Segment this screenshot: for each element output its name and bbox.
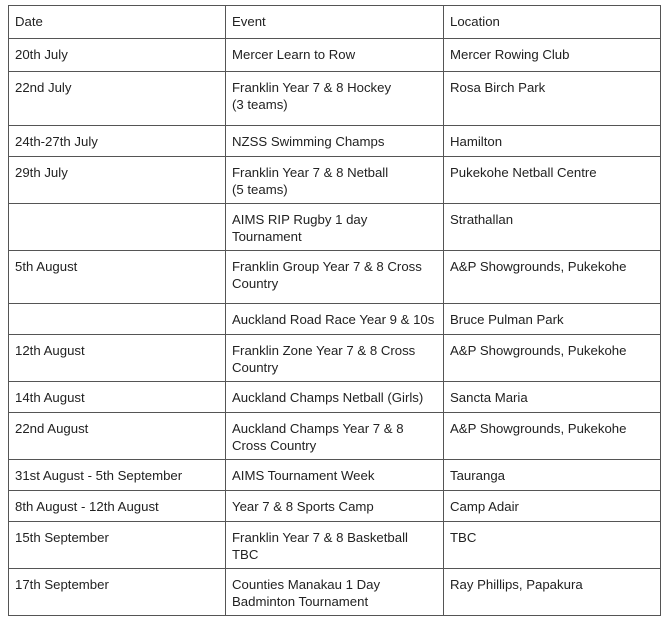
cell-location: A&P Showgrounds, Pukekohe xyxy=(444,251,661,304)
table-row xyxy=(9,460,661,491)
cell-date: 14th August xyxy=(9,382,226,413)
cell-event-line: Counties Manakau 1 Day xyxy=(232,577,381,592)
table-row xyxy=(9,39,661,72)
header-location: Location xyxy=(444,6,661,39)
cell-location: Mercer Rowing Club xyxy=(444,39,661,72)
cell-event-line: Franklin Year 7 & 8 Hockey xyxy=(232,80,392,95)
cell-event-line: AIMS Tournament Week xyxy=(232,468,375,483)
events-table xyxy=(8,5,661,616)
cell-location: Camp Adair xyxy=(444,491,661,522)
cell-event-line: Mercer Learn to Row xyxy=(232,47,356,62)
cell-location: A&P Showgrounds, Pukekohe xyxy=(444,335,661,382)
cell-event xyxy=(226,72,444,126)
table-row xyxy=(9,126,661,157)
cell-event xyxy=(226,304,444,335)
table-row xyxy=(9,522,661,569)
cell-event-line: Tournament xyxy=(232,229,302,244)
table-row xyxy=(9,304,661,335)
header-date: Date xyxy=(9,6,226,39)
cell-location: Tauranga xyxy=(444,460,661,491)
cell-event-line: Franklin Zone Year 7 & 8 Cross xyxy=(232,343,416,358)
cell-event-line: (3 teams) xyxy=(232,97,288,112)
cell-event-line: Auckland Champs Netball (Girls) xyxy=(232,390,424,405)
table-row xyxy=(9,157,661,204)
cell-event xyxy=(226,335,444,382)
cell-location: Pukekohe Netball Centre xyxy=(444,157,661,204)
cell-location: Hamilton xyxy=(444,126,661,157)
table-row xyxy=(9,335,661,382)
cell-event-line: Year 7 & 8 Sports Camp xyxy=(232,499,374,514)
cell-event xyxy=(226,491,444,522)
table-row xyxy=(9,251,661,304)
cell-event xyxy=(226,460,444,491)
table-header-row xyxy=(9,6,661,39)
cell-event xyxy=(226,157,444,204)
cell-event xyxy=(226,382,444,413)
table-row xyxy=(9,491,661,522)
cell-date: 31st August - 5th September xyxy=(9,460,226,491)
cell-event xyxy=(226,569,444,616)
cell-event-line: AIMS RIP Rugby 1 day xyxy=(232,212,368,227)
cell-event-line: (5 teams) xyxy=(232,182,288,197)
cell-location: Rosa Birch Park xyxy=(444,72,661,126)
table-row xyxy=(9,72,661,126)
table-row xyxy=(9,204,661,251)
cell-event-line: Franklin Group Year 7 & 8 Cross xyxy=(232,259,422,274)
table-row xyxy=(9,382,661,413)
cell-event-line: Auckland Road Race Year 9 & 10s xyxy=(232,312,435,327)
cell-event xyxy=(226,522,444,569)
cell-event-line: Badminton Tournament xyxy=(232,594,369,609)
events-table-body xyxy=(9,6,661,616)
cell-event xyxy=(226,413,444,460)
cell-event-line: Auckland Champs Year 7 & 8 xyxy=(232,421,404,436)
cell-date xyxy=(9,204,226,251)
cell-event xyxy=(226,204,444,251)
cell-date: 5th August xyxy=(9,251,226,304)
cell-event-line: Franklin Year 7 & 8 Netball xyxy=(232,165,389,180)
cell-event xyxy=(226,126,444,157)
cell-location: TBC xyxy=(444,522,661,569)
table-row xyxy=(9,413,661,460)
cell-date: 20th July xyxy=(9,39,226,72)
cell-event-line: TBC xyxy=(232,547,259,562)
cell-date: 22nd July xyxy=(9,72,226,126)
cell-event-line: NZSS Swimming Champs xyxy=(232,134,385,149)
cell-location: Strathallan xyxy=(444,204,661,251)
cell-date: 15th September xyxy=(9,522,226,569)
cell-date: 29th July xyxy=(9,157,226,204)
cell-date: 17th September xyxy=(9,569,226,616)
cell-location: Ray Phillips, Papakura xyxy=(444,569,661,616)
cell-location: Sancta Maria xyxy=(444,382,661,413)
cell-location: A&P Showgrounds, Pukekohe xyxy=(444,413,661,460)
cell-date: 8th August - 12th August xyxy=(9,491,226,522)
cell-date: 24th-27th July xyxy=(9,126,226,157)
cell-event-line: Country xyxy=(232,276,279,291)
cell-date: 12th August xyxy=(9,335,226,382)
cell-location: Bruce Pulman Park xyxy=(444,304,661,335)
cell-event-line: Cross Country xyxy=(232,438,317,453)
cell-event-line: Country xyxy=(232,360,279,375)
cell-date xyxy=(9,304,226,335)
events-table-container xyxy=(8,5,661,616)
header-event: Event xyxy=(226,6,444,39)
cell-event-line: Franklin Year 7 & 8 Basketball xyxy=(232,530,408,545)
cell-event xyxy=(226,39,444,72)
cell-event xyxy=(226,251,444,304)
table-row xyxy=(9,569,661,616)
cell-date: 22nd August xyxy=(9,413,226,460)
